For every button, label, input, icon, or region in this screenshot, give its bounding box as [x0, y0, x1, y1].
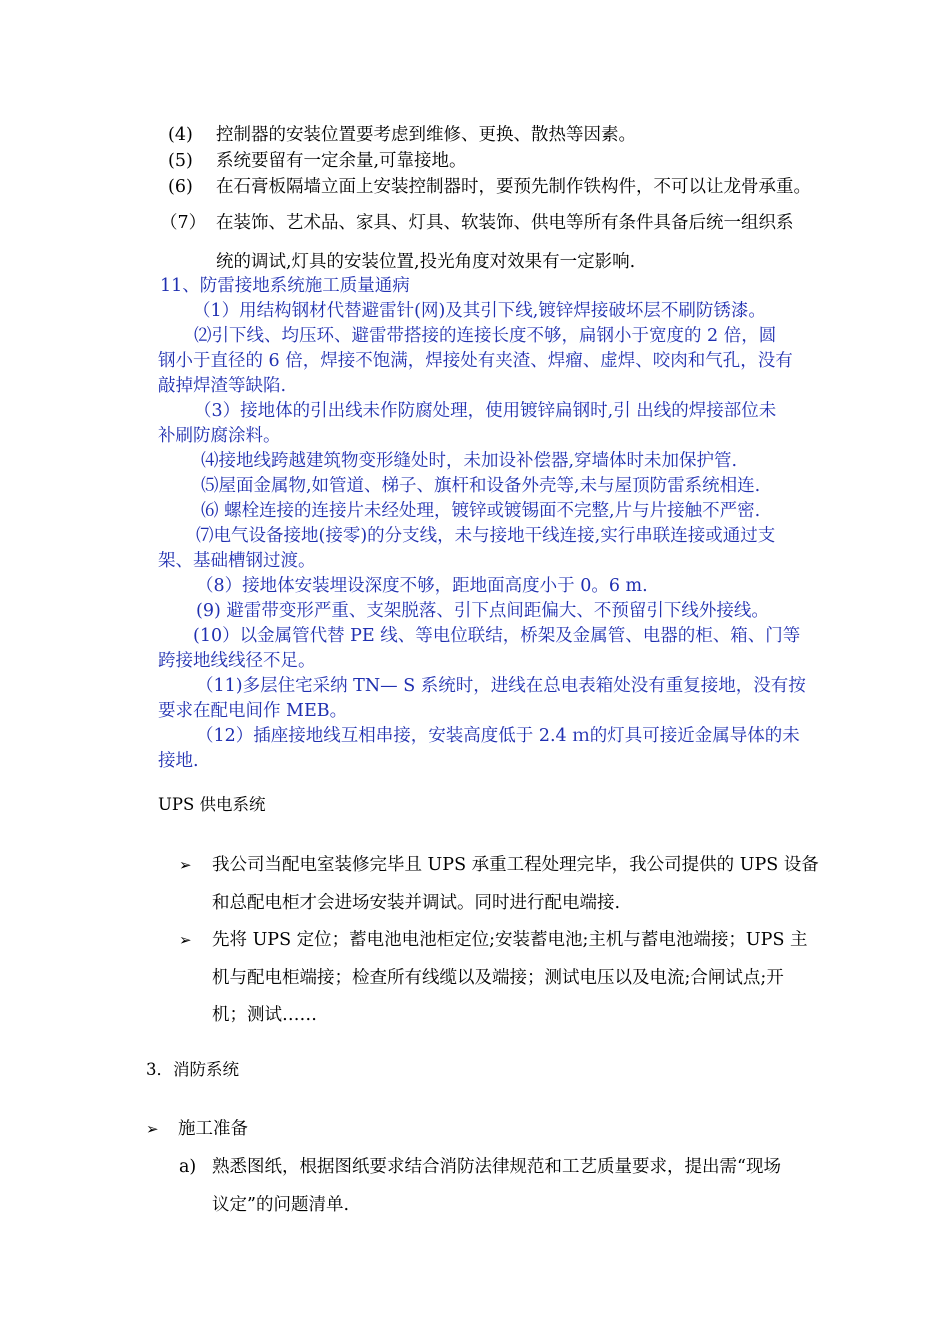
- arrow-bullet-icon: ➢: [179, 856, 192, 874]
- defect-line: ⑺电气设备接地(接零)的分支线，未与接地干线连接,实行串联连接或通过支: [196, 526, 776, 546]
- defect-line: （8）接地体安装埋设深度不够，距地面高度小于 0。6 m.: [196, 576, 648, 596]
- item-7: [160, 211, 794, 235]
- item-a-line: 熟悉图纸，根据图纸要求结合消防法律规范和工艺质量要求，提出需“现场: [212, 1157, 781, 1177]
- defect-line: 钢小于直径的 6 倍，焊接不饱满，焊接处有夹渣、焊瘤、虚焊、咬肉和气孔，没有: [158, 351, 793, 371]
- ups-heading: UPS 供电系统: [158, 795, 266, 814]
- item-text: 系统要留有一定余量,可靠接地。: [216, 151, 467, 171]
- ups-bullet-2-line: 机与配电柜端接；检查所有线缆以及端接；测试电压以及电流;合闸试点;开: [212, 968, 784, 988]
- defect-line: 要求在配电间作 MEB。: [158, 701, 348, 721]
- defect-line: 架、基础槽钢过渡。: [158, 551, 316, 571]
- ups-bullet-2-line: 机；测试……: [212, 1005, 317, 1025]
- item-a-marker: a): [179, 1157, 197, 1177]
- fire-system-heading: 3．消防系统: [146, 1060, 239, 1079]
- defect-line: (10）以金属管代替 PE 线、等电位联结，桥架及金属管、电器的柜、箱、门等: [193, 626, 801, 646]
- construction-prep-label: 施工准备: [178, 1119, 248, 1139]
- defect-line: 跨接地线线径不足。: [158, 651, 316, 671]
- item-5: [168, 149, 467, 173]
- item-number: (5): [168, 151, 193, 171]
- item-number: (6): [168, 177, 193, 197]
- defect-line: （12）插座接地线互相串接，安装高度低于 2.4 ｍ的灯具可接近金属导体的未: [196, 726, 800, 746]
- ups-bullet-2-line: 先将 UPS 定位；蓄电池电池柜定位;安装蓄电池;主机与蓄电池端接；UPS 主: [212, 930, 808, 950]
- item-7-continued: 统的调试,灯具的安装位置,投光角度对效果有一定影响.: [216, 252, 636, 272]
- item-text: 在装饰、艺术品、家具、灯具、软装饰、供电等所有条件具备后统一组织系: [216, 213, 794, 233]
- item-text: 控制器的安装位置要考虑到维修、更换、散热等因素。: [216, 125, 636, 145]
- defect-line: 敲掉焊渣等缺陷.: [158, 376, 287, 396]
- defect-line: 接地.: [158, 751, 199, 771]
- item-number: （7）: [160, 213, 207, 233]
- arrow-bullet-icon: ➢: [179, 931, 192, 949]
- item-a-line: 议定”的问题清单.: [212, 1195, 350, 1215]
- item-number: (4): [168, 125, 193, 145]
- arrow-bullet-icon: ➢: [146, 1120, 159, 1138]
- section-11-title: 11、防雷接地系统施工质量通病: [160, 276, 410, 296]
- defect-line: 补刷防腐涂料。: [158, 426, 281, 446]
- defect-line: （3）接地体的引出线未作防腐处理，使用镀锌扁钢时,引 出线的焊接部位未: [194, 401, 777, 421]
- defect-line: (9) 避雷带变形严重、支架脱落、引下点间距偏大、不预留引下线外接线。: [196, 601, 769, 621]
- defect-line: ⑹ 螺栓连接的连接片未经处理，镀锌或镀锡面不完整,片与片接触不严密.: [201, 501, 761, 521]
- item-4: [168, 123, 636, 147]
- ups-bullet-1-line: 和总配电柜才会进场安装并调试。同时进行配电端接.: [212, 893, 621, 913]
- defect-line: ⑸屋面金属物,如管道、梯子、旗杆和设备外壳等,未与屋顶防雷系统相连.: [201, 476, 761, 496]
- ups-bullet-1-line: 我公司当配电室装修完毕且 UPS 承重工程处理完毕，我公司提供的 UPS 设备: [212, 855, 819, 875]
- defect-line: ⑷接地线跨越建筑物变形缝处时，未加设补偿器,穿墙体时未加保护管.: [201, 451, 738, 471]
- item-text: 在石膏板隔墙立面上安装控制器时，要预先制作铁构件，不可以让龙骨承重。: [216, 177, 811, 197]
- defect-line: ⑵引下线、均压环、避雷带搭接的连接长度不够，扁钢小于宽度的 2 倍，圆: [194, 326, 777, 346]
- defect-line: （11)多层住宅采纳 TN— S 系统时，进线在总电表箱处没有重复接地，没有按: [196, 676, 806, 696]
- item-6: [168, 175, 811, 199]
- defect-line: （1）用结构钢材代替避雷针(网)及其引下线,镀锌焊接破坏层不刷防锈漆。: [193, 301, 766, 321]
